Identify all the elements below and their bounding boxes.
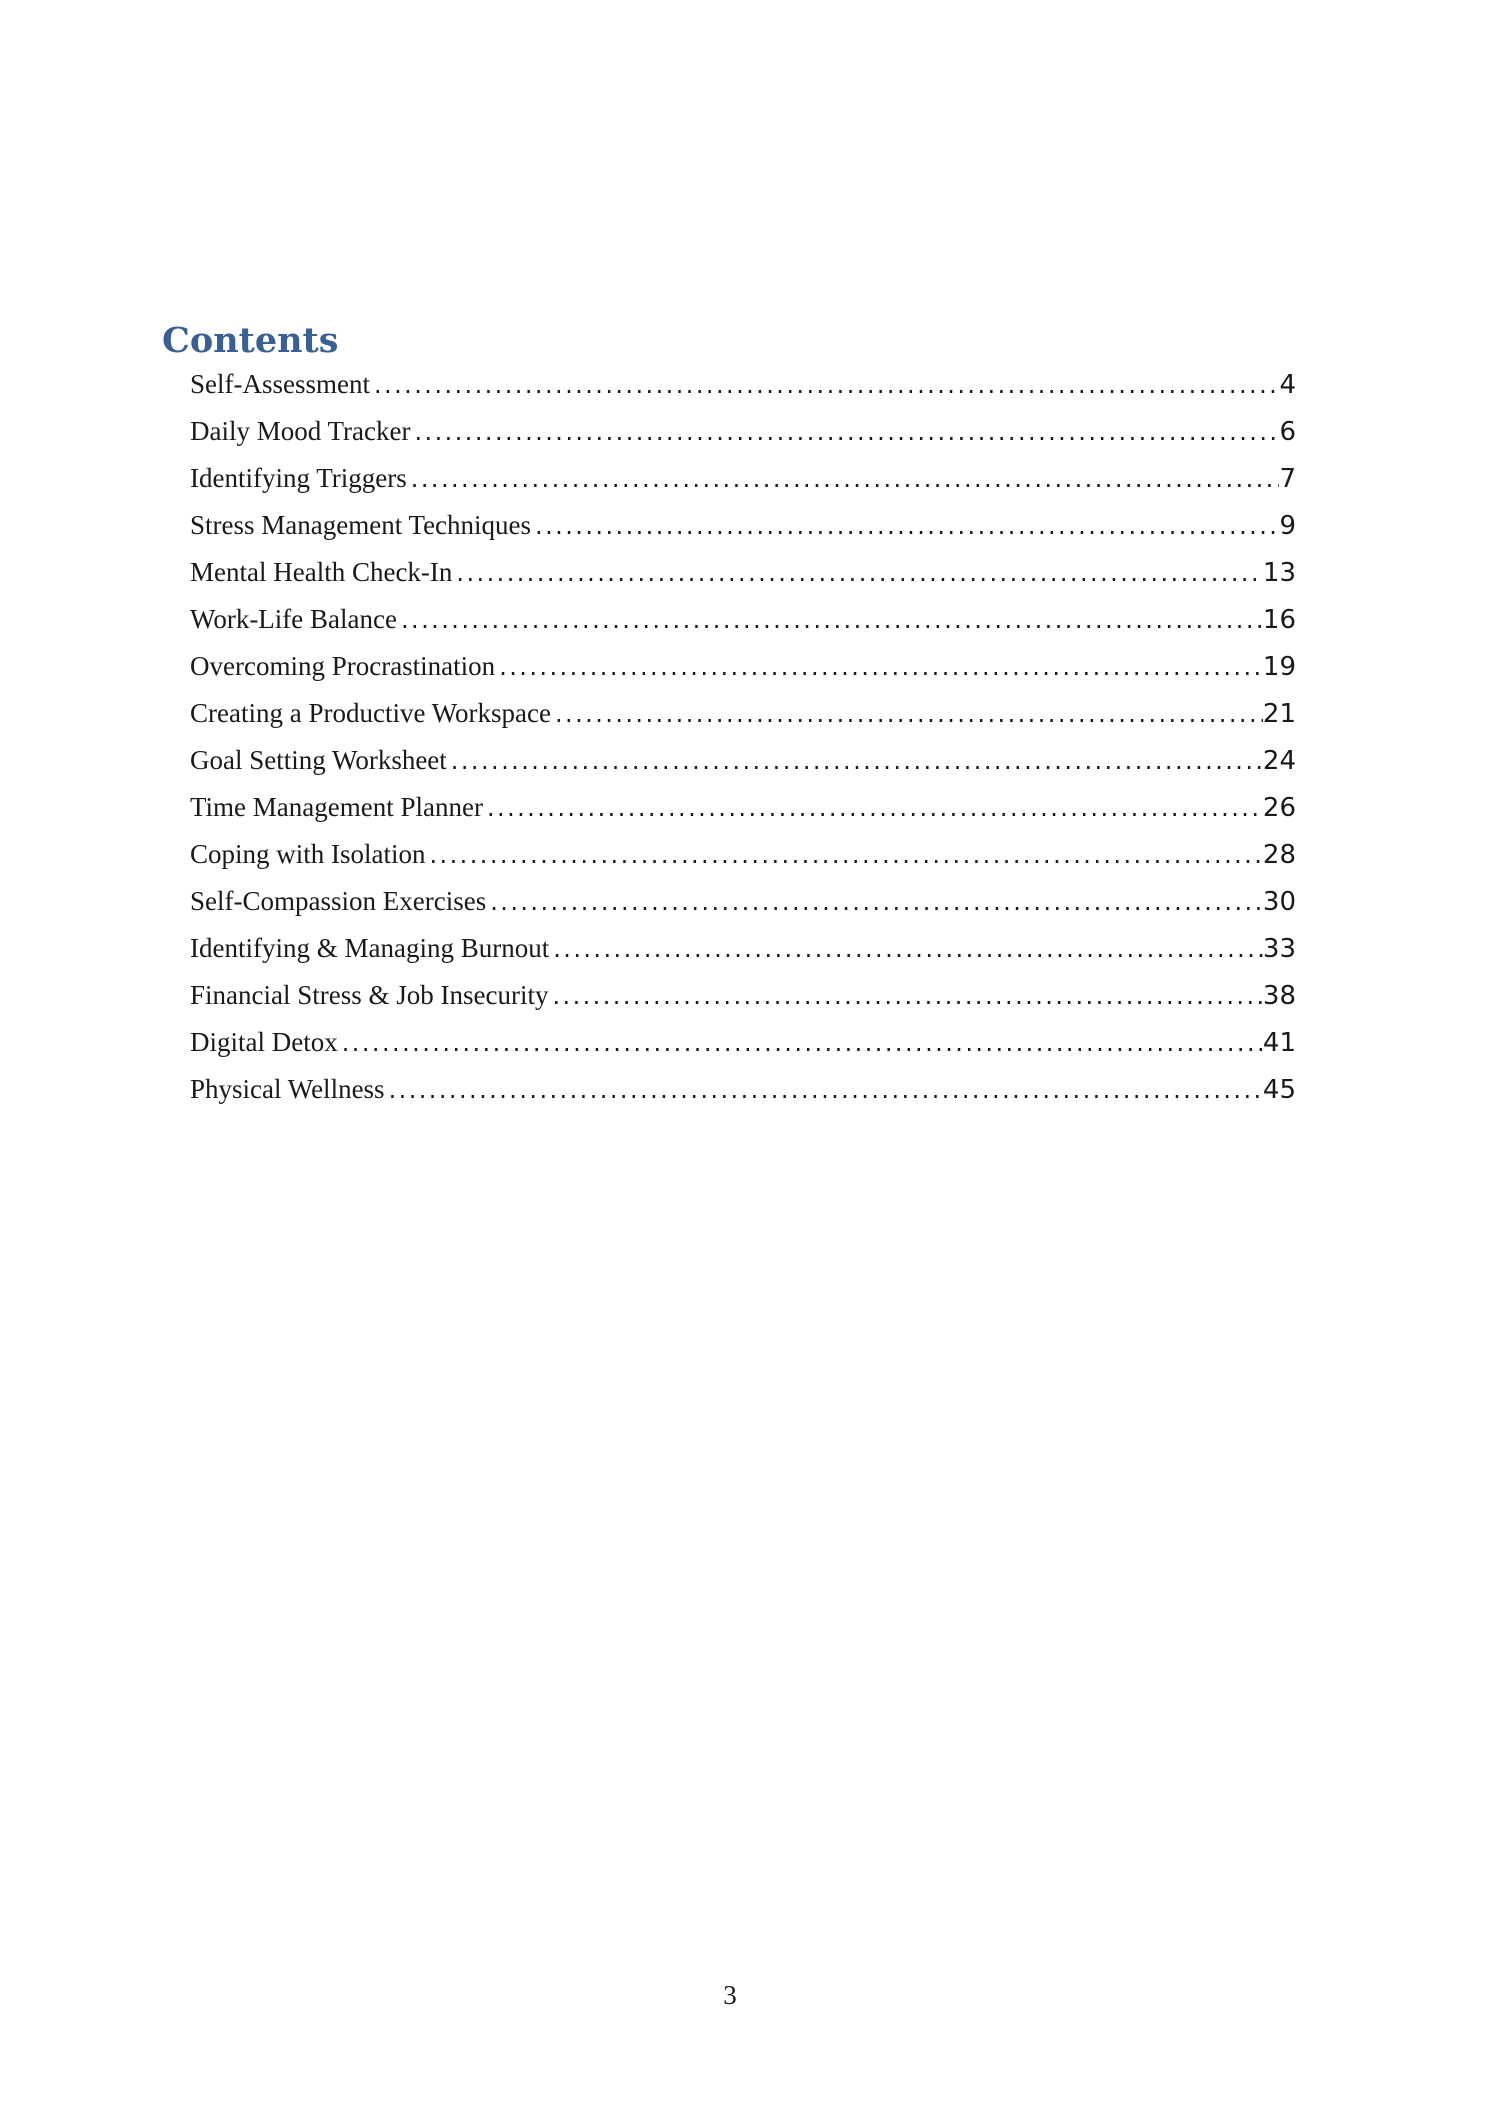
toc-dot-leader [338,1020,1263,1066]
toc-entry[interactable] [190,643,1296,690]
toc-entry[interactable] [190,549,1296,596]
toc-entry-title: Physical Wellness [190,1074,385,1104]
toc-entry-title: Mental Health Check-In [190,557,453,587]
toc-entry-title: Stress Management Techniques [190,510,532,540]
toc-entry-page: 30 [1262,887,1296,917]
toc-dot-leader [447,738,1263,784]
toc-entry[interactable] [190,737,1296,784]
toc-dot-leader [397,597,1263,643]
toc-dot-leader [551,691,1263,737]
toc-entry-title: Work-Life Balance [190,604,397,634]
toc-entry[interactable] [190,831,1296,878]
toc-entry[interactable] [190,1066,1296,1113]
toc-entry-page: 13 [1262,558,1296,588]
toc-entry-title: Financial Stress & Job Insecurity [190,980,549,1010]
toc-entry[interactable] [190,502,1296,549]
toc-entry[interactable] [190,1019,1296,1066]
toc-dot-leader [548,973,1262,1019]
toc-dot-leader [452,550,1263,596]
table-of-contents [190,361,1296,1113]
toc-entry[interactable] [190,784,1296,831]
toc-entry[interactable] [190,455,1296,502]
page-number: 3 [723,1980,737,2010]
toc-entry-page: 28 [1262,840,1296,870]
toc-entry-title: Coping with Isolation [190,839,426,869]
toc-dot-leader [385,1067,1263,1113]
toc-entry-page: 6 [1279,417,1296,447]
toc-entry-page: 41 [1262,1028,1296,1058]
toc-entry-title: Overcoming Procrastination [190,651,496,681]
toc-dot-leader [407,456,1280,502]
toc-dot-leader [531,503,1279,549]
toc-entry[interactable] [190,972,1296,1019]
toc-entry-title: Daily Mood Tracker [190,416,411,446]
toc-dot-leader [410,409,1279,455]
toc-entry[interactable] [190,408,1296,455]
toc-heading: Contents [162,320,339,361]
toc-dot-leader [549,926,1263,972]
toc-entry-title: Identifying Triggers [190,463,407,493]
toc-entry[interactable] [190,878,1296,925]
toc-entry-page: 4 [1279,370,1296,400]
toc-entry-title: Self-Assessment [190,369,370,399]
toc-dot-leader [370,362,1279,408]
toc-entry-page: 38 [1262,981,1296,1011]
toc-entry-title: Identifying & Managing Burnout [190,933,550,963]
toc-entry[interactable] [190,361,1296,408]
toc-entry[interactable] [190,690,1296,737]
toc-entry-page: 24 [1262,746,1296,776]
toc-entry-title: Self-Compassion Exercises [190,886,487,916]
toc-entry-page: 7 [1279,464,1296,494]
toc-dot-leader [495,644,1263,690]
toc-entry[interactable] [190,925,1296,972]
toc-entry-page: 16 [1262,605,1296,635]
toc-entry[interactable] [190,596,1296,643]
toc-entry-page: 9 [1279,511,1296,541]
toc-entry-page: 33 [1262,934,1296,964]
toc-entry-title: Time Management Planner [190,792,483,822]
toc-dot-leader [483,785,1263,831]
toc-entry-page: 45 [1262,1075,1296,1105]
toc-entry-title: Digital Detox [190,1027,338,1057]
toc-dot-leader [426,832,1263,878]
toc-entry-title: Creating a Productive Workspace [190,698,551,728]
toc-entry-page: 21 [1262,699,1296,729]
toc-entry-page: 26 [1262,793,1296,823]
toc-entry-title: Goal Setting Worksheet [190,745,447,775]
toc-entry-page: 19 [1262,652,1296,682]
toc-dot-leader [486,879,1263,925]
